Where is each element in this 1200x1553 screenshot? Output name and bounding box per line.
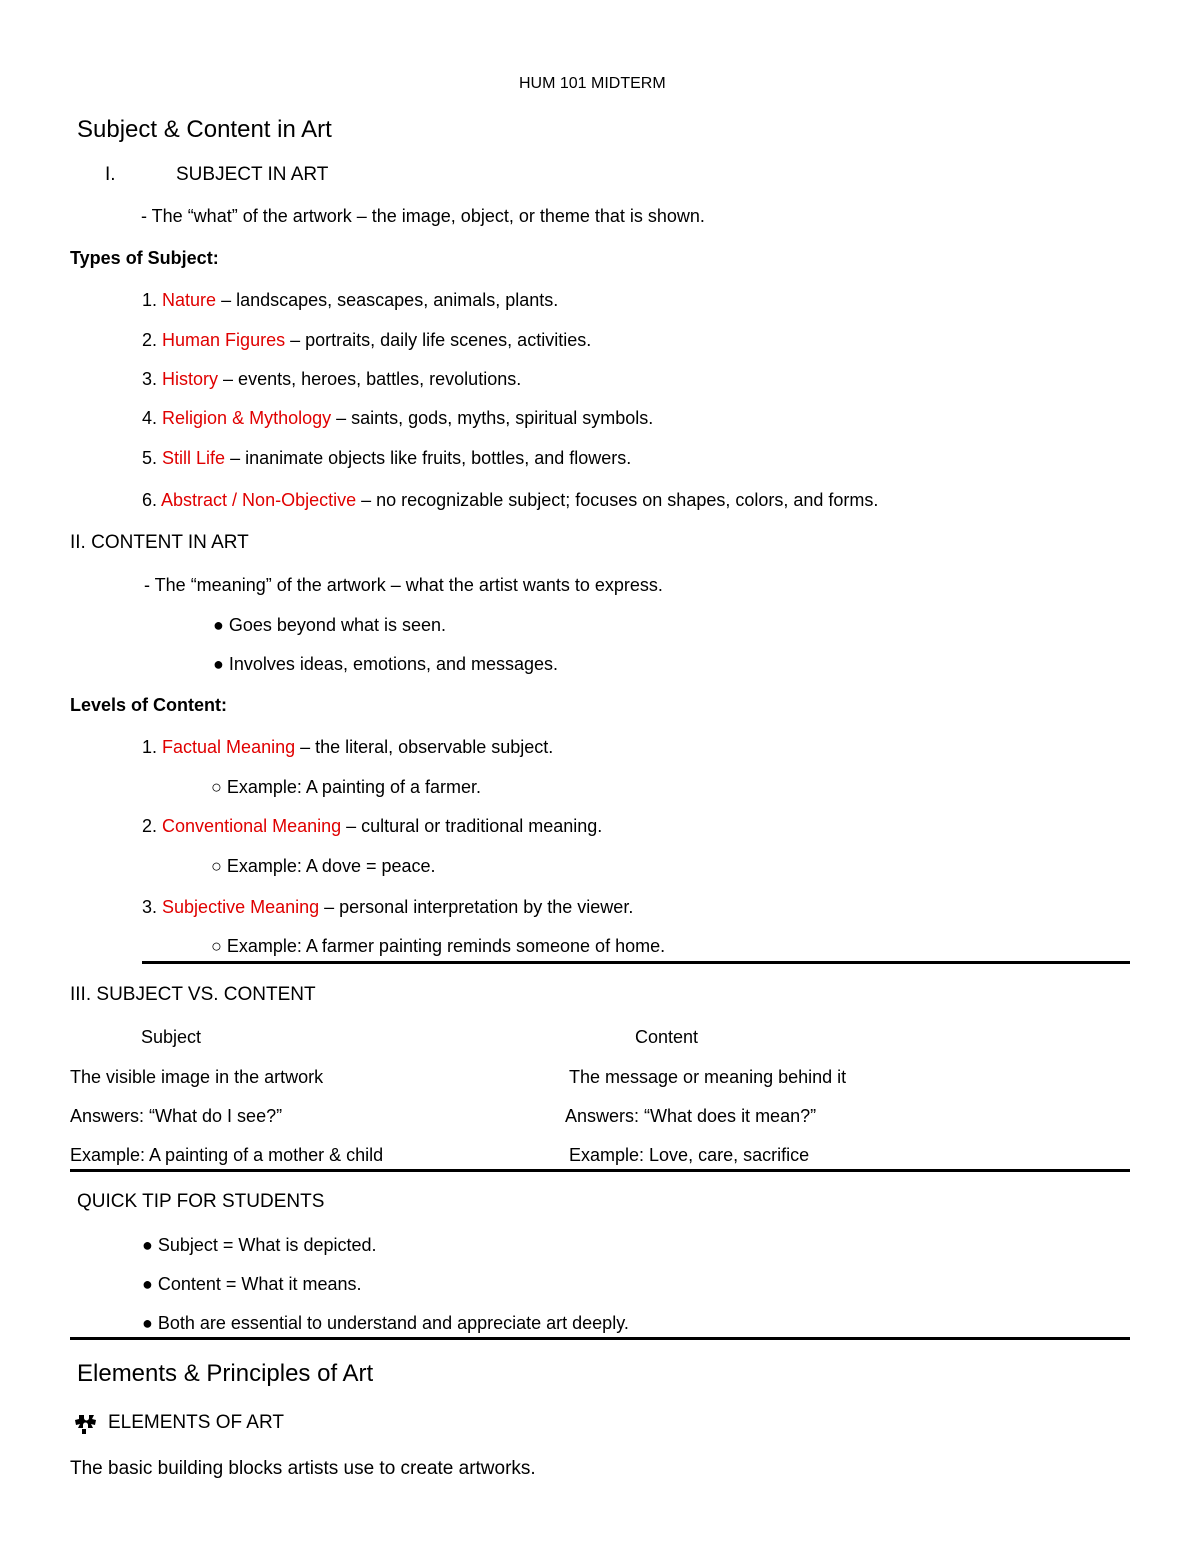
item-term: Abstract / Non-Objective: [161, 490, 357, 510]
types-heading: Types of Subject:: [70, 248, 219, 268]
tip-bullet: ● Subject = What is depicted.: [142, 1235, 377, 1255]
part2-heading: II. CONTENT IN ART: [70, 532, 249, 553]
item-term: Still Life: [162, 448, 226, 468]
types-item: [142, 290, 558, 311]
table-cell: The message or meaning behind it: [569, 1067, 847, 1087]
tip-bullet: ● Both are essential to understand and appreciate art deeply.: [142, 1313, 629, 1333]
table-cell: Example: A painting of a mother & child: [70, 1145, 384, 1165]
types-item: [142, 490, 878, 511]
levels-item: [142, 816, 602, 837]
item-term: History: [162, 369, 219, 389]
item-term: Human Figures: [162, 330, 286, 350]
table-cell: Example: Love, care, sacrifice: [569, 1145, 810, 1165]
section-title-subject-content: Subject & Content in Art: [77, 116, 332, 143]
levels-example: ○ Example: A dove = peace.: [211, 856, 436, 876]
item-number: 6.: [142, 490, 158, 510]
puzzle-icon: [74, 1413, 100, 1440]
item-desc: – the literal, observable subject.: [295, 737, 554, 757]
part2-bullet: ● Involves ideas, emotions, and messages.: [213, 654, 559, 674]
page-header-title: HUM 101 MIDTERM: [519, 75, 666, 92]
item-number: 1.: [142, 737, 158, 757]
item-term: Factual Meaning: [162, 737, 296, 757]
elements-heading: ELEMENTS OF ART: [108, 1412, 284, 1433]
item-term: Conventional Meaning: [162, 816, 342, 836]
part2-definition: - The “meaning” of the artwork – what the artist wants to express.: [144, 575, 663, 595]
item-desc: – saints, gods, myths, spiritual symbols.: [331, 408, 654, 428]
divider: [70, 1337, 1130, 1340]
table-cell: Answers: “What do I see?”: [70, 1106, 283, 1126]
item-number: 5.: [142, 448, 158, 468]
item-number: 2.: [142, 816, 158, 836]
section-title-elements-principles: Elements & Principles of Art: [77, 1360, 374, 1387]
part3-heading: III. SUBJECT VS. CONTENT: [70, 984, 316, 1005]
elements-intro: The basic building blocks artists use to create artworks.: [70, 1458, 536, 1479]
part1-heading: SUBJECT IN ART: [176, 164, 329, 185]
item-term: Religion & Mythology: [162, 408, 332, 428]
item-term: Nature: [162, 290, 217, 310]
table-header-content: Content: [635, 1027, 699, 1047]
item-number: 3.: [142, 897, 158, 917]
types-item: [142, 448, 631, 469]
levels-heading: Levels of Content:: [70, 695, 228, 715]
divider: [142, 961, 1130, 964]
item-desc: – inanimate objects like fruits, bottles, and flowers.: [225, 448, 632, 468]
table-header-subject: Subject: [141, 1027, 202, 1047]
levels-item: [142, 737, 553, 758]
item-desc: – personal interpretation by the viewer.: [319, 897, 634, 917]
part2-bullet: ● Goes beyond what is seen.: [213, 615, 447, 635]
item-number: 3.: [142, 369, 158, 389]
levels-example: ○ Example: A farmer painting reminds someone of home.: [211, 936, 666, 956]
levels-example: ○ Example: A painting of a farmer.: [211, 777, 482, 797]
divider: [70, 1169, 1130, 1172]
tip-heading: QUICK TIP FOR STUDENTS: [77, 1191, 325, 1212]
item-desc: – landscapes, seascapes, animals, plants.: [216, 290, 559, 310]
item-desc: – events, heroes, battles, revolutions.: [218, 369, 522, 389]
item-number: 2.: [142, 330, 158, 350]
types-item: [142, 369, 521, 390]
part1-definition: - The “what” of the artwork – the image, object, or theme that is shown.: [141, 206, 705, 226]
item-number: 1.: [142, 290, 158, 310]
item-term: Subjective Meaning: [162, 897, 320, 917]
types-item: [142, 330, 591, 351]
item-desc: – cultural or traditional meaning.: [341, 816, 603, 836]
table-cell: Answers: “What does it mean?”: [565, 1106, 817, 1126]
table-cell: The visible image in the artwork: [70, 1067, 324, 1087]
part1-numeral: I.: [105, 164, 116, 185]
types-item: [142, 408, 653, 429]
tip-bullet: ● Content = What it means.: [142, 1274, 362, 1294]
levels-item: [142, 897, 633, 918]
item-number: 4.: [142, 408, 158, 428]
item-desc: – no recognizable subject; focuses on shapes, colors, and forms.: [356, 490, 879, 510]
item-desc: – portraits, daily life scenes, activities.: [285, 330, 592, 350]
